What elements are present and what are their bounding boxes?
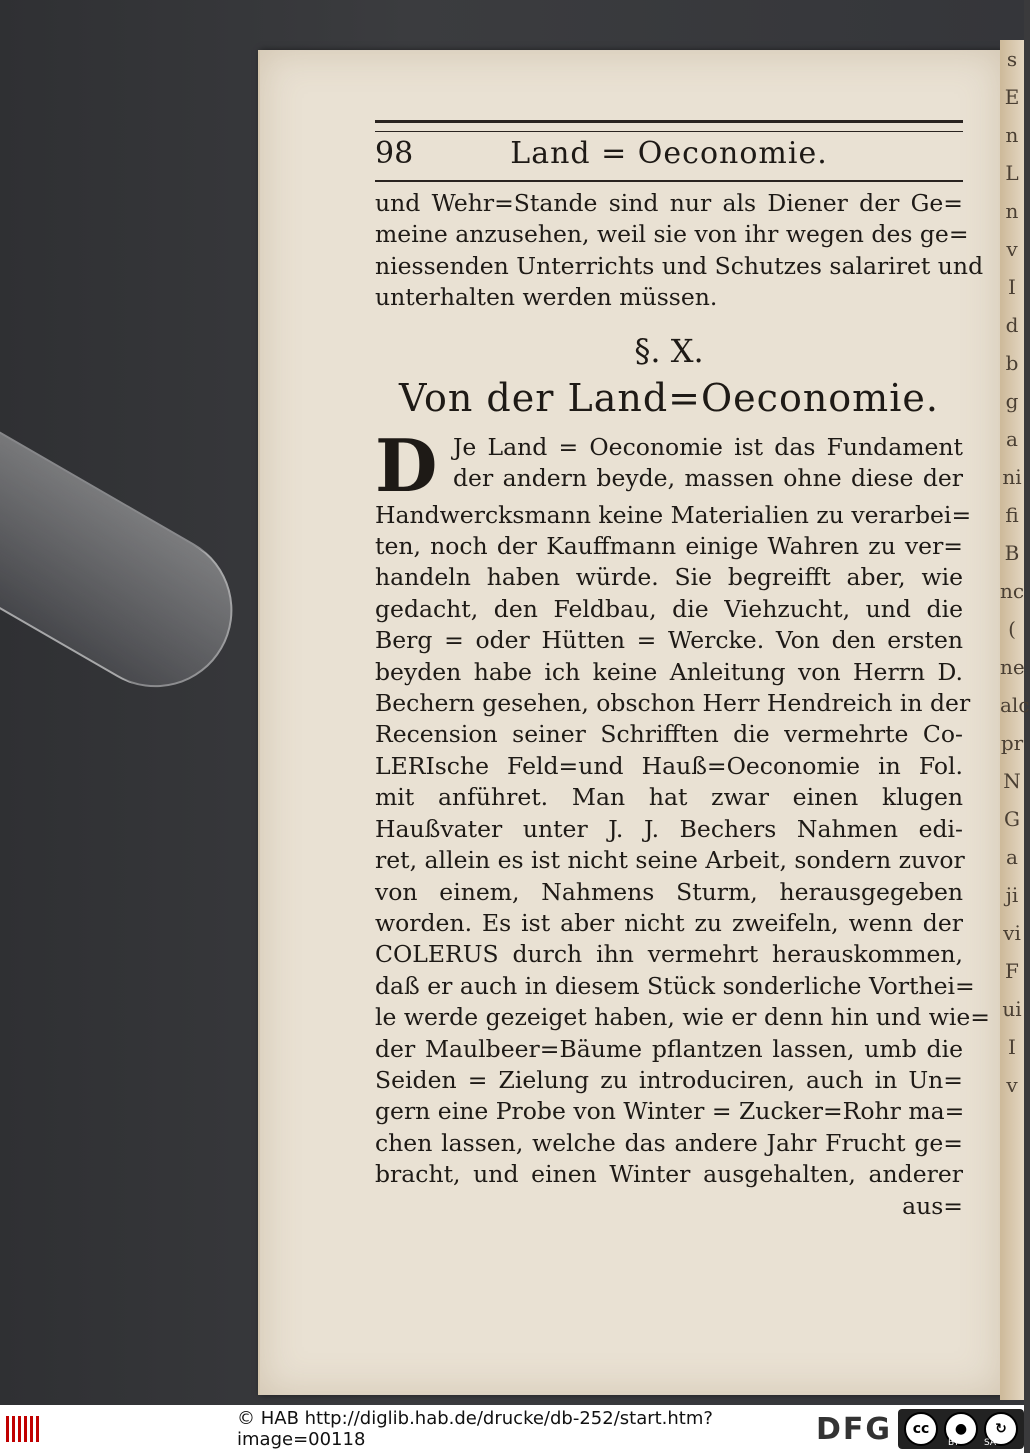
dfg-logo: DFG (815, 1411, 892, 1447)
text-line: handeln haben würde. Sie begreifft aber, wie (375, 563, 963, 592)
viewer-footer (0, 1405, 1024, 1453)
drop-initial: D (375, 422, 438, 508)
adjacent-page-fragment: I (1008, 275, 1016, 299)
text-line: meine anzusehen, weil sie von ihr wegen des ge= (375, 220, 969, 249)
page-content (375, 120, 990, 1222)
adjacent-page-fragment: ( (1008, 617, 1016, 641)
by-icon: ● (944, 1412, 978, 1446)
adjacent-page-fragment: fi (1005, 503, 1019, 527)
text-line: Berg = oder Hütten = Wercke. Von den ersten (375, 626, 963, 655)
adjacent-page-edge (1000, 40, 1030, 1400)
ornamental-rule (375, 120, 963, 132)
adjacent-page-fragment: vi (1003, 921, 1021, 945)
copyright-link[interactable]: © HAB http://diglib.hab.de/drucke/db-252/start.htm?image=00118 (237, 1408, 713, 1450)
running-head (375, 136, 963, 182)
text-line: mit anführet. Man hat zwar einen klugen (375, 783, 963, 812)
text-line: ret, allein es ist nicht seine Arbeit, sondern zuvor (375, 846, 965, 875)
text-line: Handwercksmann keine Materialien zu verarbei= (375, 500, 972, 529)
text-line: Recension seiner Schrifften die vermehrte Co- (375, 720, 963, 749)
text-line: gern eine Probe von Winter = Zucker=Rohr ma= (375, 1097, 965, 1126)
sa-icon: ↻ (984, 1412, 1018, 1446)
text-line: der Maulbeer=Bäume pflantzen lassen, umb die (375, 1034, 963, 1063)
hab-logo-icon (6, 1415, 39, 1443)
adjacent-page-fragment: b (1005, 351, 1019, 375)
text-line: chen lassen, welche das andere Jahr Frucht ge= (375, 1128, 963, 1157)
adjacent-page-fragment: L (1005, 161, 1019, 185)
text-line: beyden habe ich keine Anleitung von Herrn D. (375, 657, 963, 686)
text-line: und Wehr=Stande sind nur als Diener der Ge= (375, 189, 963, 217)
text-line: Seiden = Zielung zu introduciren, auch in Un= (375, 1065, 963, 1094)
text-line: ten, noch der Kauffmann einige Wahren zu ver= (375, 532, 963, 561)
text-line: niessenden Unterrichts und Schutzes salariret und (375, 251, 984, 280)
adjacent-page-fragment: ji (1005, 883, 1019, 907)
adjacent-page-fragment: N (1003, 769, 1021, 793)
adjacent-page-fragment: I (1008, 1035, 1016, 1059)
adjacent-page-fragment: E (1004, 85, 1020, 109)
adjacent-page-fragment: a (1006, 427, 1018, 451)
main-paragraph (375, 422, 990, 1191)
section-mark: §. X. (634, 331, 704, 370)
adjacent-page-fragment: pr (1000, 731, 1024, 755)
cc-icon: cc (904, 1412, 938, 1446)
adjacent-page-fragment: ui (1002, 997, 1022, 1021)
running-title: Land = Oeconomie. (510, 136, 828, 171)
adjacent-page-fragment: F (1005, 959, 1019, 983)
catchword: aus= (902, 1191, 963, 1220)
text-line: gedacht, den Feldbau, die Viehzucht, und die (375, 594, 963, 623)
text-line: worden. Es ist aber nicht zu zweifeln, wenn der (375, 908, 963, 937)
adjacent-page-fragment: G (1004, 807, 1020, 831)
adjacent-page-fragment: n (1005, 123, 1019, 147)
adjacent-page-fragment: nc (1000, 579, 1025, 603)
section-title: Von der Land=Oeconomie. (399, 375, 939, 420)
adjacent-page-fragment: v (1006, 237, 1018, 261)
adjacent-page-fragment: a (1006, 845, 1018, 869)
text-line: unterhalten werden müssen. (375, 283, 718, 312)
text-line: COLERUS durch ihn vermehrt herauskommen, (375, 940, 963, 969)
adjacent-page-fragment: g (1005, 389, 1019, 413)
adjacent-page-fragment: n (1005, 199, 1019, 223)
license-label-sa: SA (984, 1438, 997, 1448)
text-line: Bechern gesehen, obschon Herr Hendreich in der (375, 689, 971, 718)
page-number: 98 (375, 136, 414, 171)
text-line: von einem, Nahmens Sturm, herausgegeben (375, 877, 963, 906)
text-line: le werde gezeiget haben, wie er denn hin und wie= (375, 1003, 990, 1032)
text-line: bracht, und einen Winter ausgehalten, anderer (375, 1160, 963, 1189)
adjacent-page-fragment: ni (1002, 465, 1022, 489)
text-line: Haußvater unter J. J. Bechers Nahmen edi- (375, 814, 963, 843)
adjacent-page-fragment: s (1006, 47, 1018, 71)
adjacent-page-fragment: v (1006, 1073, 1018, 1097)
adjacent-page-fragment: alc (1000, 693, 1030, 717)
text-line: der andern beyde, massen ohne diese der (453, 464, 963, 493)
adjacent-page-fragment: ne (1000, 655, 1025, 679)
text-line: Je Land = Oeconomie ist das Fundament (453, 432, 963, 461)
continuation-text (375, 188, 984, 314)
license-label-by: BY (948, 1438, 960, 1448)
cc-license-badge[interactable] (898, 1409, 1024, 1449)
text-line: daß er auch in diesem Stück sonderliche Vorthei= (375, 971, 975, 1000)
adjacent-page-fragment: d (1005, 313, 1019, 337)
text-line: LERIsche Feld=und Hauß=Oeconomie in Fol. (375, 751, 963, 780)
adjacent-page-fragment: B (1004, 541, 1020, 565)
